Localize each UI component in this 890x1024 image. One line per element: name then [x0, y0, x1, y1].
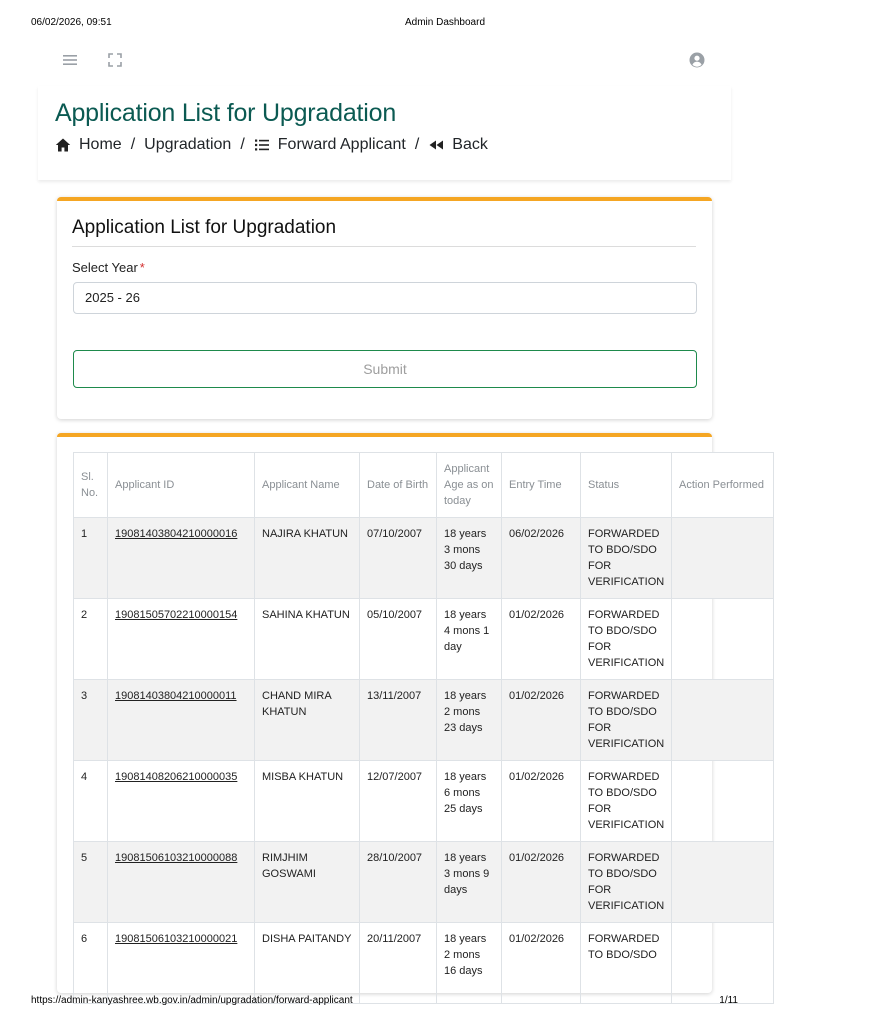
cell-applicant-name: DISHA PAITANDY [255, 923, 360, 1004]
cell-age: 18 years 6 mons 25 days [437, 761, 502, 842]
page-title: Application List for Upgradation [55, 99, 397, 127]
cell-status: FORWARDED TO BDO/SDO FOR VERIFICATION [581, 842, 672, 923]
back-link-label: Back [452, 136, 488, 153]
cell-applicant-id [108, 599, 255, 680]
breadcrumb-forward-label: Forward Applicant [277, 136, 406, 153]
cell-status: FORWARDED TO BDO/SDO [581, 923, 672, 1004]
table-scroll-container[interactable] [73, 452, 764, 997]
home-icon [55, 137, 71, 153]
cell-age: 18 years 3 mons 9 days [437, 842, 502, 923]
cell-entry-time: 01/02/2026 [502, 680, 581, 761]
applicant-id-link[interactable]: 19081505702210000154 [115, 609, 238, 621]
cell-age: 18 years 4 mons 1 day [437, 599, 502, 680]
column-header: Applicant Age as on today [437, 453, 502, 518]
cell-action [672, 518, 774, 599]
cell-action [672, 761, 774, 842]
table-row [74, 761, 774, 842]
year-label [72, 260, 145, 275]
cell-dob: 13/11/2007 [360, 680, 437, 761]
applicant-id-link[interactable]: 19081403804210000011 [115, 690, 237, 702]
table-row [74, 923, 774, 1004]
year-label-text: Select Year [72, 260, 138, 275]
cell-action [672, 680, 774, 761]
cell-action [672, 599, 774, 680]
backward-icon [428, 137, 444, 153]
cell-action [672, 923, 774, 1004]
cell-age: 18 years 2 mons 16 days [437, 923, 502, 1004]
cell-entry-time: 01/02/2026 [502, 761, 581, 842]
print-datetime: 06/02/2026, 09:51 [31, 17, 112, 28]
cell-age: 18 years 2 mons 23 days [437, 680, 502, 761]
print-page-number: 1/11 [719, 995, 738, 1006]
column-header: Sl. No. [74, 453, 108, 518]
breadcrumb-upgradation[interactable] [144, 136, 231, 154]
top-navbar [54, 46, 719, 74]
user-circle-icon[interactable] [687, 50, 707, 70]
cell-applicant-id [108, 761, 255, 842]
breadcrumb-separator: / [130, 136, 136, 153]
print-title: Admin Dashboard [404, 17, 486, 28]
table-row [74, 599, 774, 680]
cell-applicant-id [108, 842, 255, 923]
table-row [74, 680, 774, 761]
cell-dob: 05/10/2007 [360, 599, 437, 680]
applicant-id-link[interactable]: 19081403804210000016 [115, 528, 238, 540]
breadcrumb-separator: / [240, 136, 245, 153]
cell-entry-time: 01/02/2026 [502, 599, 581, 680]
column-header: Applicant ID [108, 453, 255, 518]
cell-entry-time: 01/02/2026 [502, 842, 581, 923]
table-header-row [74, 453, 774, 518]
cell-status: FORWARDED TO BDO/SDO FOR VERIFICATION [581, 761, 672, 842]
back-link[interactable] [428, 136, 488, 154]
cell-dob: 20/11/2007 [360, 923, 437, 1004]
submit-button[interactable]: Submit [73, 350, 697, 388]
table-row [74, 518, 774, 599]
cell-entry-time: 01/02/2026 [502, 923, 581, 1004]
hamburger-icon[interactable] [60, 50, 80, 70]
breadcrumb [55, 136, 488, 154]
page-header [38, 86, 731, 180]
list-icon [254, 137, 270, 153]
applicant-table [73, 452, 774, 1004]
cell-sl-no: 2 [74, 599, 108, 680]
cell-sl-no: 4 [74, 761, 108, 842]
cell-dob: 07/10/2007 [360, 518, 437, 599]
table-row [74, 842, 774, 923]
applicant-table-card [57, 433, 764, 993]
cell-age: 18 years 3 mons 30 days [437, 518, 502, 599]
fullscreen-icon[interactable] [105, 50, 125, 70]
cell-applicant-name: CHAND MIRA KHATUN [255, 680, 360, 761]
cell-applicant-id [108, 680, 255, 761]
cell-dob: 28/10/2007 [360, 842, 437, 923]
column-header: Date of Birth [360, 453, 437, 518]
cell-action [672, 842, 774, 923]
required-mark: * [139, 260, 145, 275]
applicant-id-link[interactable]: 19081408206210000035 [115, 771, 238, 783]
column-header: Status [581, 453, 672, 518]
cell-dob: 12/07/2007 [360, 761, 437, 842]
filter-card-title: Application List for Upgradation [72, 217, 337, 238]
cell-entry-time: 06/02/2026 [502, 518, 581, 599]
breadcrumb-separator: / [414, 136, 420, 153]
cell-applicant-name: MISBA KHATUN [255, 761, 360, 842]
year-select[interactable]: 2025 - 26 [73, 282, 697, 314]
applicant-id-link[interactable]: 19081506103210000021 [115, 933, 238, 945]
breadcrumb-home-label: Home [79, 136, 122, 153]
print-header [0, 17, 768, 31]
cell-sl-no: 3 [74, 680, 108, 761]
cell-applicant-name: RIMJHIM GOSWAMI [255, 842, 360, 923]
breadcrumb-forward-applicant[interactable] [254, 136, 406, 154]
applicant-id-link[interactable]: 19081506103210000088 [115, 852, 238, 864]
cell-applicant-name: SAHINA KHATUN [255, 599, 360, 680]
cell-status: FORWARDED TO BDO/SDO FOR VERIFICATION [581, 518, 672, 599]
cell-status: FORWARDED TO BDO/SDO FOR VERIFICATION [581, 680, 672, 761]
cell-sl-no: 1 [74, 518, 108, 599]
cell-applicant-id [108, 518, 255, 599]
column-header: Action Performed [672, 453, 774, 518]
filter-card [57, 197, 712, 419]
breadcrumb-upgradation-label: Upgradation [144, 136, 232, 153]
cell-sl-no: 5 [74, 842, 108, 923]
cell-status: FORWARDED TO BDO/SDO FOR VERIFICATION [581, 599, 672, 680]
cell-sl-no: 6 [74, 923, 108, 1004]
column-header: Applicant Name [255, 453, 360, 518]
print-url: https://admin-kanyashree.wb.gov.in/admin/upgradation/forward-applicant [31, 995, 353, 1006]
column-header: Entry Time [502, 453, 581, 518]
cell-applicant-name: NAJIRA KHATUN [255, 518, 360, 599]
divider [72, 246, 696, 247]
cell-applicant-id [108, 923, 255, 1004]
breadcrumb-home[interactable] [55, 136, 122, 154]
